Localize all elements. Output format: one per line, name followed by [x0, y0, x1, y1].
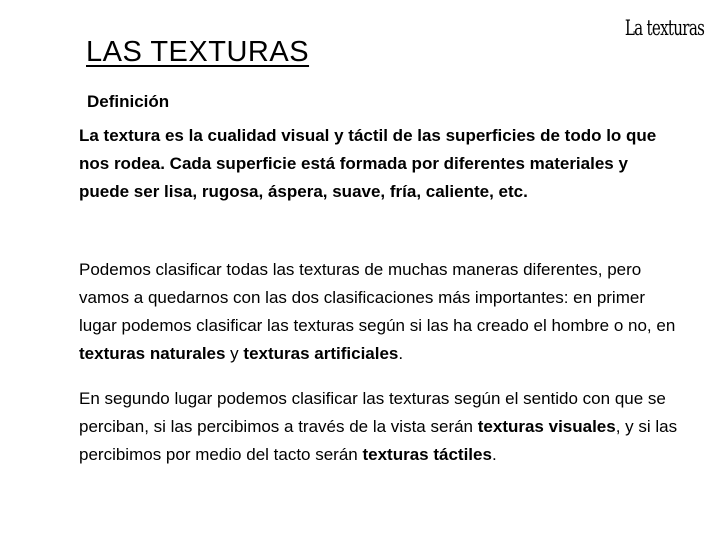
paragraph-text: En segundo lugar podemos clasificar las texturas según el sentido con que se perciban, si las percibimos a través de la vista serán — [79, 389, 666, 436]
paragraph-text: y — [225, 344, 244, 363]
classification-paragraph — [79, 256, 679, 368]
paragraph-text: . — [398, 344, 404, 363]
paragraph-text: Podemos clasificar todas las texturas de muchas maneras diferentes, pero vamos a quedarnos con las dos clasificaciones más importantes: en primer lugar podemos clasificar las texturas según si las ha creado el hombre o no, en — [79, 260, 676, 335]
page-title: LAS TEXTURAS — [86, 36, 310, 68]
term-visual-textures: texturas visuales — [477, 417, 616, 436]
paragraph-text: . — [491, 445, 497, 464]
corner-title: La texturas — [624, 16, 704, 40]
term-tactile-textures: texturas táctiles — [362, 445, 492, 464]
section-subheading: Definición — [87, 92, 170, 111]
definition-paragraph: La textura es la cualidad visual y táctil de las superficies de todo lo que nos rodea. Cada superficie está formada por diferentes materiales y puede ser lisa, rugosa, áspera, suave, fría, caliente, etc. — [79, 126, 657, 201]
term-artificial-textures: texturas artificiales — [243, 344, 399, 363]
term-natural-textures: texturas naturales — [79, 344, 226, 363]
sense-paragraph — [79, 385, 679, 469]
paragraph-text: , y si las percibimos por medio del tacto serán — [79, 417, 678, 464]
